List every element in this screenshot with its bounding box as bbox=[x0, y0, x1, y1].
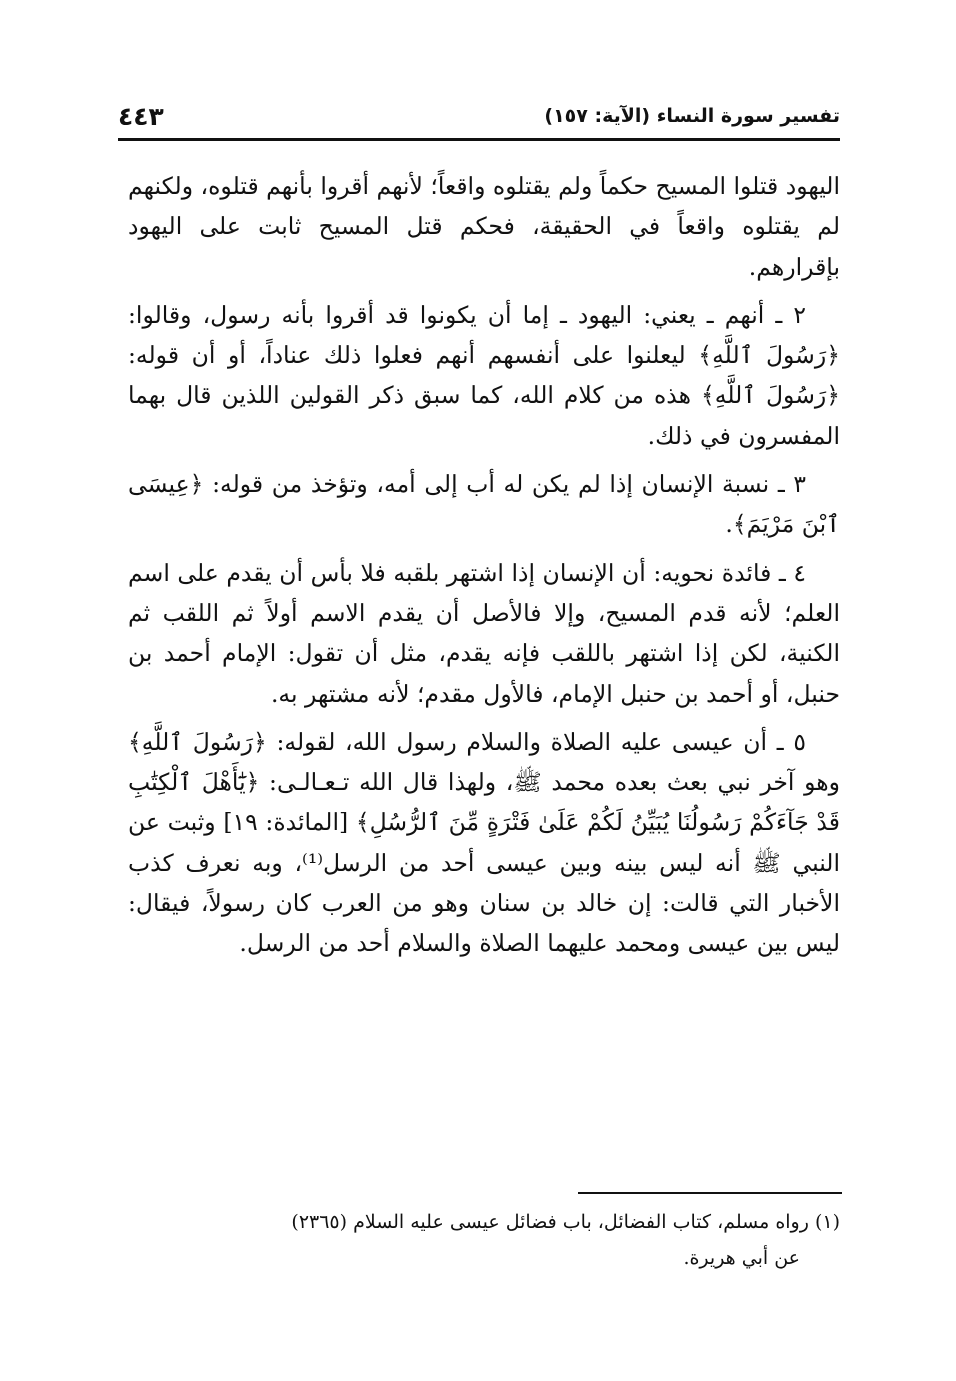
paragraph-1: اليهود قتلوا المسيح حكماً ولم يقتلوه واقعاً؛ لأنهم أقروا بأنهم قتلوه، ولكنهم لم يقتلوه واقعاً في الحقيقة، فحكم قتل المسيح ثابت على اليهود بإقرارهم. bbox=[128, 172, 840, 281]
running-head: تفسير سورة النساء (الآية: ١٥٧) bbox=[544, 105, 840, 127]
header-rule bbox=[118, 138, 840, 141]
footnote-line-1: (١) رواه مسلم، كتاب الفضائل، باب فضائل عيسى عليه السلام (٢٣٦٥) bbox=[291, 1211, 840, 1233]
page-number: ٤٤٣ bbox=[118, 101, 164, 131]
main-text bbox=[128, 166, 840, 972]
footnote bbox=[128, 1204, 840, 1276]
paragraph-2: ٢ ـ أنهم ـ يعني: اليهود ـ إما أن يكونوا قد أقروا بأنه رسول، وقالوا: ﴿رَسُولَ ٱللَّهِ﴾ ليعلنوا على أنفسهم أنهم فعلوا ذلك عناداً، أو أن قوله: ﴿رَسُولَ ٱللَّهِ﴾ هذه من كلام الله، كما سبق ذكر القولين اللذين قال بهما المفسرون في ذلك. bbox=[128, 300, 840, 450]
paragraph-4: ٤ ـ فائدة نحويه: أن الإنسان إذا اشتهر بلقبه فلا بأس أن يقدم على اسم العلم؛ لأنه قدم المسيح، وإلا فالأصل أن يقدم الاسم أولاً ثم اللقب ثم الكنية، لكن إذا اشتهر باللقب فإنه يقدم، مثل أن تقول: الإمام أحمد بن حنبل، أو أحمد بن حنبل الإمام، فالأول مقدم؛ لأنه مشتهر به. bbox=[128, 558, 840, 708]
paragraph-5: ٥ ـ أن عيسى عليه الصلاة والسلام رسول الله، لقوله: ﴿رَسُولَ ٱللَّهِ﴾ وهو آخر نبي بعث بعده محمد ﷺ، ولهذا قال الله تـعـالـى: ﴿يَٰٓأَهْلَ ٱلْكِتَٰبِ قَدْ جَآءَكُمْ رَسُولُنَا يُبَيِّنُ لَكُمْ عَلَىٰ فَتْرَةٍ مِّنَ ٱلرُّسُلِ﴾ [المائدة: ١٩] وثبت عن النبي ﷺ أنه ليس بينه وبين عيسى أحد من الرسل⁽¹⁾، وبه نعرف كذب الأخبار التي قالت: إن خالد بن سنان وهو من العرب كان رسولاً، فيقال: ليس بين عيسى ومحمد عليهما الصلاة والسلام أحد من الرسل. bbox=[128, 727, 840, 958]
paragraph-3: ٣ ـ نسبة الإنسان إذا لم يكن له أب إلى أمه، وتؤخذ من قوله: ﴿عِيسَى ٱبْنَ مَرْيَمَ﴾. bbox=[128, 470, 840, 539]
footnote-line-2: عن أبي هريرة. bbox=[683, 1247, 800, 1269]
footnote-rule bbox=[578, 1192, 842, 1194]
page-header bbox=[118, 96, 840, 136]
